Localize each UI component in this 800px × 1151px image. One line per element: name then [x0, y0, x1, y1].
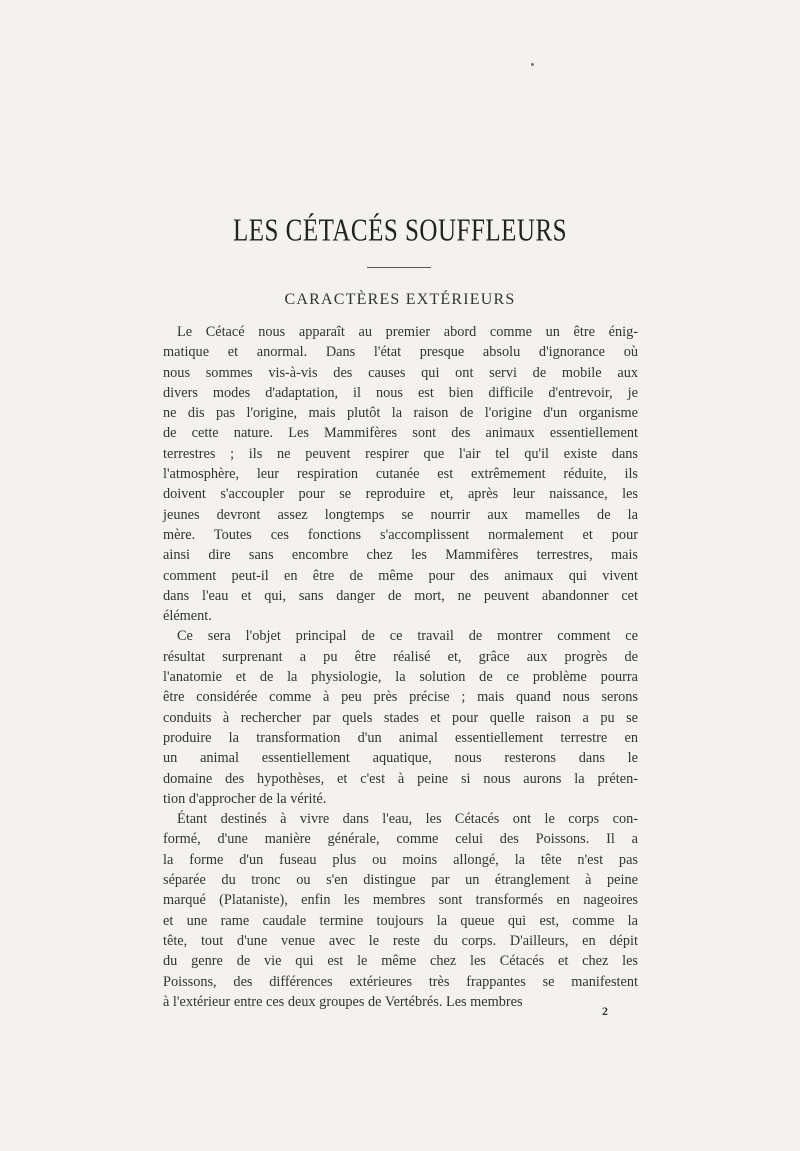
text-line: ainsi dire sans encombre chez les Mammifères terrestres, mais — [163, 547, 638, 564]
text-line: un animal essentiellement aquatique, nous resterons dans le — [163, 750, 638, 767]
text-line: la forme d'un fuseau plus ou moins allongé, la tête n'est pas — [163, 851, 638, 868]
text-line: dans l'eau et qui, sans danger de mort, ne peuvent abandonner cet — [163, 587, 638, 604]
page-title: LES CÉTACÉS SOUFFLEURS — [232, 214, 568, 248]
text-line: et une rame caudale termine toujours la queue qui est, comme la — [163, 912, 638, 929]
text-line: l'anatomie et de la physiologie, la solution de ce problème pourra — [163, 669, 638, 686]
body-text — [163, 322, 638, 1012]
text-line: l'atmosphère, leur respiration cutanée est extrêmement réduite, ils — [163, 466, 638, 483]
text-line: divers modes d'adaptation, il nous est bien difficile d'entrevoir, je — [163, 384, 638, 401]
text-line: jeunes devront assez longtemps se nourrir aux mamelles de la — [163, 506, 638, 523]
text-line: matique et anormal. Dans l'état presque absolu d'ignorance où — [163, 344, 638, 361]
text-line: être considérée comme à peu près précise ; mais quand nous serons — [163, 689, 638, 706]
text-line: nous sommes vis-à-vis des causes qui ont servi de mobile aux — [163, 364, 638, 381]
text-line: à l'extérieur entre ces deux groupes de Vertébrés. Les membres — [163, 993, 523, 1010]
page-number: 2 — [602, 1004, 608, 1018]
text-line: doivent s'accoupler pour se reproduire et, après leur naissance, les — [163, 486, 638, 503]
text-line: résultat surprenant a pu être réalisé et, grâce aux progrès de — [163, 648, 638, 665]
text-line: tête, tout d'une venue avec le reste du corps. D'ailleurs, en dépit — [163, 932, 638, 949]
text-line: mère. Toutes ces fonctions s'accomplissent normalement et pour — [163, 526, 638, 543]
text-line: de cette nature. Les Mammifères sont des animaux essentiellement — [163, 425, 638, 442]
paragraph — [163, 626, 638, 809]
text-line: conduits à rechercher par quels stades et pour quelle raison a pu se — [163, 709, 638, 726]
text-line: élément. — [163, 608, 212, 625]
text-line: Ce sera l'objet principal de ce travail de montrer comment ce — [177, 628, 638, 645]
title-divider — [367, 267, 431, 268]
section-heading: CARACTÈRES EXTÉRIEURS — [284, 291, 516, 308]
text-line: du genre de vie qui est le même chez les Cétacés et chez les — [163, 953, 638, 970]
paragraph — [163, 322, 638, 626]
text-line: Le Cétacé nous apparaît au premier abord comme un être énig- — [177, 324, 638, 340]
text-line: Étant destinés à vivre dans l'eau, les Cétacés ont le corps con- — [177, 811, 638, 828]
text-line: marqué (Plataniste), enfin les membres sont transformés en nageoires — [163, 892, 638, 909]
speck — [531, 63, 534, 66]
text-line: domaine des hypothèses, et c'est à peine si nous aurons la préten- — [163, 770, 638, 787]
text-line: formé, d'une manière générale, comme celui des Poissons. Il a — [163, 831, 638, 848]
text-line: produire la transformation d'un animal essentiellement terrestre en — [163, 729, 638, 746]
text-line: terrestres ; ils ne peuvent respirer que l'air tel qu'il existe dans — [163, 445, 638, 462]
text-line: comment peut-il en être de même pour des animaux qui vivent — [163, 567, 638, 584]
paragraph — [163, 809, 638, 1012]
text-line: séparée du tronc ou s'en distingue par un étranglement à peine — [163, 872, 638, 889]
text-line: tion d'approcher de la vérité. — [163, 790, 327, 807]
text-line: Poissons, des différences extérieures très frappantes se manifestent — [163, 973, 638, 990]
text-line: ne dis pas l'origine, mais plutôt la raison de l'origine d'un organisme — [163, 405, 638, 422]
